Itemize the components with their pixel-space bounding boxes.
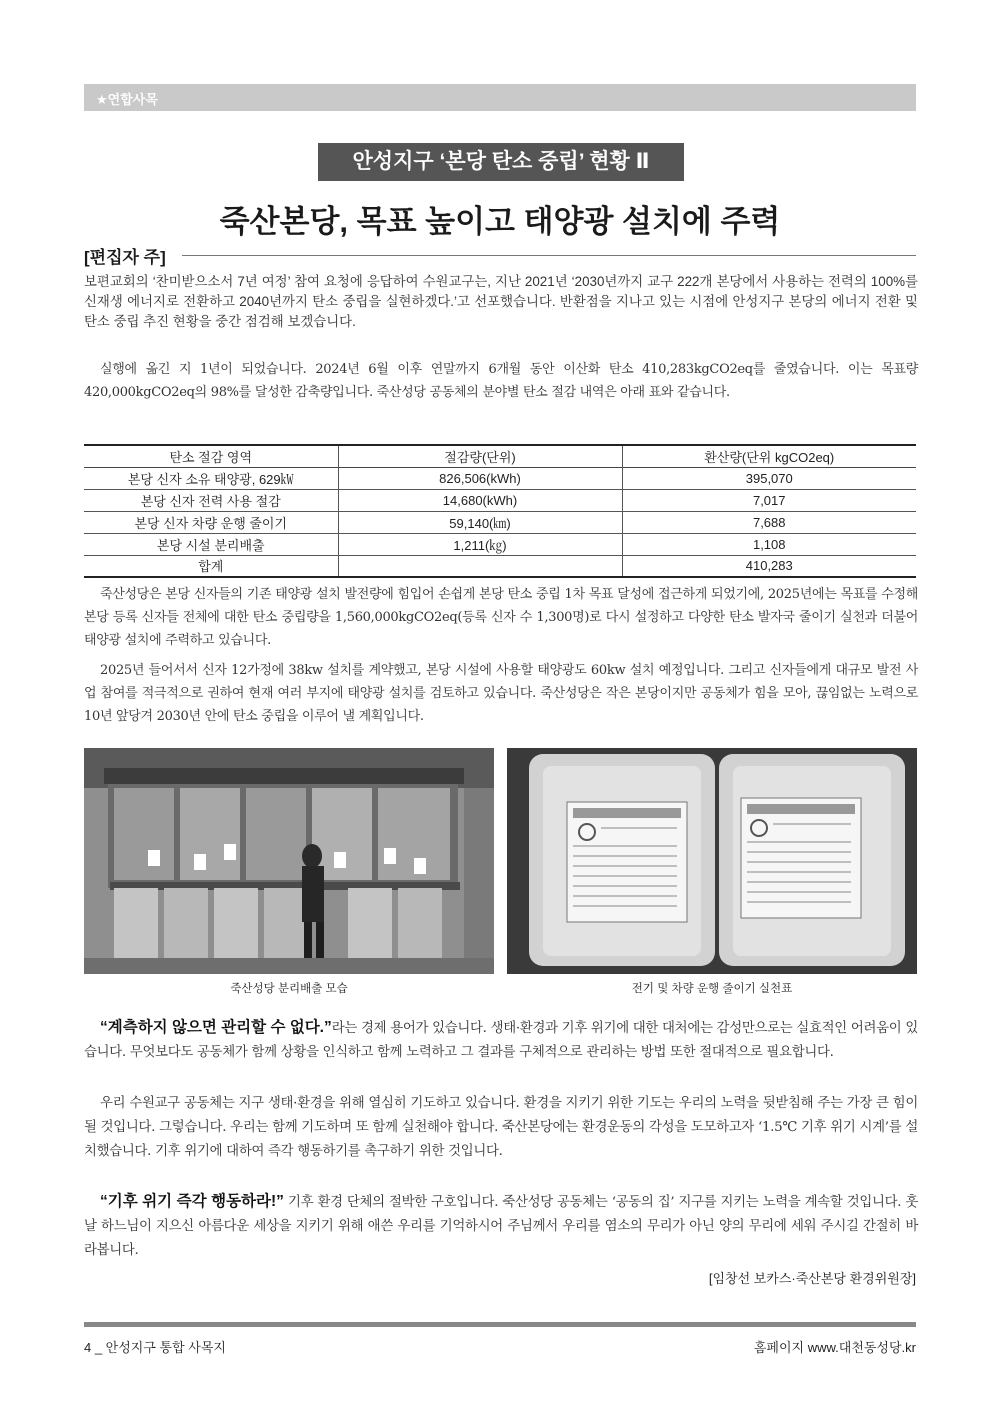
footer-page-info: 4 _ 안성지구 통합 사목지: [84, 1340, 226, 1355]
footer-rule: [84, 1322, 916, 1327]
carbon-reduction-table: [84, 444, 916, 578]
photo-caption-left: 죽산성당 분리배출 모습: [230, 983, 348, 995]
paragraph-6: [84, 1190, 918, 1263]
headline: 죽산본당, 목표 높이고 태양광 설치에 주력: [219, 204, 781, 239]
section-bar: [84, 84, 916, 111]
table-cell: 14,680(kWh): [338, 489, 622, 511]
table-cell: 1,108: [622, 533, 916, 555]
table-row: [84, 489, 916, 511]
practice-sheets-photo: [507, 748, 917, 974]
byline: [임창선 보카스·죽산본당 환경위원장]: [708, 1271, 916, 1286]
table-cell: 본당 신자 차량 운행 줄이기: [134, 515, 288, 531]
section-label: ★연합사목: [96, 92, 158, 107]
paragraph-6-text: 기후 환경 단체의 절박한 구호입니다. 죽산성당 공동체는 ‘공동의 집’ 지구를 지키는 노력을 계속할 것입니다. 훗날 하느님이 지으신 아름다운 세상을 지키기 위해 애쓴 우리를 기억하시어 주님께서 우리를 염소의 무리가 아닌 양의 무리에 세워 주시길 간절히 바라봅니다.: [84, 1195, 918, 1258]
editor-note: 보편교회의 ‘찬미받으소서 7년 여정’ 참여 요청에 응답하여 수원교구는, 지난 2021년 ‘2030년까지 교구 222개 본당에서 사용하는 전력의 100%를 신재생 에너지로 전환하고 2040년까지 탄소 중립을 실현하겠다.’고 선포했습니다. 반환점을 지나고 있는 시점에 안성지구 본당의 에너지 전환 및 탄소 중립 추진 현황을 중간 점검해 보겠습니다.: [84, 274, 918, 329]
table-cell: 본당 신자 소유 태양광, 629㎾: [127, 471, 294, 487]
table-cell: 본당 신자 전력 사용 절감: [140, 493, 281, 509]
paragraph-3: 2025년 들어서서 신자 12가정에 38kw 설치를 계약했고, 본당 시설에 사용할 태양광도 60kw 설치 예정입니다. 그리고 신자들에게 대규모 발전 사업 참여를 적극적으로 권하여 현재 여러 부지에 태양광 설치를 검토하고 있습니다. 죽산성당은 작은 본당이지만 공동체가 힘을 모아, 끊임없는 노력으로 10년 앞당겨 2030년 안에 탄소 중립을 이루어 낼 계획입니다.: [84, 663, 918, 724]
quote-climate-action: “기후 위기 즉각 행동하라!”: [100, 1193, 284, 1210]
divider: [182, 255, 916, 256]
table-cell: [338, 555, 622, 577]
table-cell: 826,506(kWh): [338, 467, 622, 489]
table-cell: 410,283: [622, 555, 916, 577]
table-row: [84, 511, 916, 533]
table-header: 탄소 절감 영역: [169, 449, 253, 465]
table-header-row: [84, 445, 916, 467]
table-cell: 7,017: [622, 489, 916, 511]
practice-sheets-graphic: [507, 748, 917, 974]
series-title: 안성지구 ‘본당 탄소 중립’ 현황 Ⅱ: [318, 143, 684, 181]
table-cell: 1,211(㎏): [338, 533, 622, 555]
table-header: 절감량(단위): [338, 445, 622, 467]
photo-caption-right: 전기 및 차량 운행 줄이기 실천표: [631, 983, 793, 995]
table-row: [84, 533, 916, 555]
paragraph-2: 죽산성당은 본당 신자들의 기존 태양광 설치 발전량에 힘입어 손쉽게 본당 탄소 중립 1차 목표 달성에 접근하게 되었기에, 2025년에는 목표를 수정해 본당 등록 신자들 전체에 대한 탄소 중립량을 1,560,000kgCO2eq(등록 신자 수 1,300명)로 다시 설정하고 다양한 탄소 발자국 줄이기 실천과 더불어 태양광 설치에 주력하고 있습니다.: [84, 587, 918, 648]
table-total-row: [84, 555, 916, 577]
intro-paragraph: 실행에 옮긴 지 1년이 되었습니다. 2024년 6월 이후 연말까지 6개월 동안 이산화 탄소 410,283kgCO2eq를 줄였습니다. 이는 목표량 420,000kgCO2eq의 98%를 달성한 감축량입니다. 죽산성당 공동체의 분야별 탄소 절감 내역은 아래 표와 같습니다.: [84, 362, 918, 400]
editor-note-heading: [편집자 주]: [84, 248, 166, 267]
paragraph-4-text: 라는 경제 용어가 있습니다. 생태·환경과 기후 위기에 대한 대처에는 감성만으로는 실효적인 어려움이 있습니다. 무엇보다도 공동체가 함께 상황을 인식하고 함께 노력하고 그 결과를 구체적으로 관리하는 방법 또한 절대적으로 필요합니다.: [84, 1021, 918, 1060]
table-cell: 합계: [198, 559, 224, 575]
quote-measurement: “계측하지 않으면 관리할 수 없다.”: [100, 1019, 332, 1036]
paragraph-4: [84, 1016, 918, 1065]
table-cell: 59,140(㎞): [338, 511, 622, 533]
table-cell: 본당 시설 분리배출: [156, 537, 265, 553]
table-cell: 7,688: [622, 511, 916, 533]
table-row: [84, 467, 916, 489]
table-cell: 395,070: [622, 467, 916, 489]
paragraph-5: 우리 수원교구 공동체는 지구 생태·환경을 위해 열심히 기도하고 있습니다. 환경을 지키기 위한 기도는 우리의 노력을 뒷받침해 주는 가장 큰 힘이 될 것입니다. 그렇습니다. 우리는 함께 기도하며 또 함께 실천해야 합니다. 죽산본당에는 환경운동의 각성을 도모하고자 ‘1.5℃ 기후 위기 시계’를 설치했습니다. 기후 위기에 대하여 즉각 행동하기를 촉구하기 위한 것입니다.: [84, 1096, 918, 1159]
footer-homepage: 홈페이지 www.대천동성당.kr: [753, 1340, 916, 1355]
table-header: 환산량(단위 kgCO2eq): [622, 445, 916, 467]
recycling-photo: [84, 748, 494, 974]
recycling-photo-graphic: [84, 748, 494, 974]
